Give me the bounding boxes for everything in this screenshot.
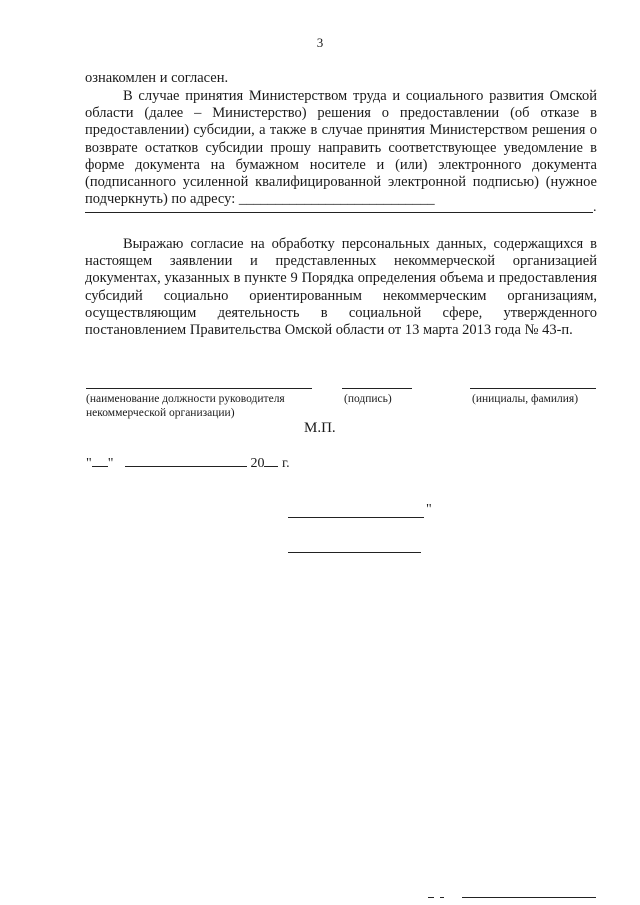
signature-line — [342, 388, 412, 389]
year-prefix: 20 — [250, 456, 265, 471]
signature-label: (подпись) — [344, 393, 392, 405]
footer-mark-2 — [440, 897, 444, 898]
position-label: (наименование должности руководителя некоммерческой организации) — [86, 393, 285, 419]
closing-quote: " — [426, 502, 432, 517]
closing-line-2 — [288, 552, 421, 553]
position-signature-line — [86, 388, 312, 389]
day-blank — [92, 454, 108, 467]
paragraph-notification-address: В случае принятия Министерством труда и социального развития Омской области (далее – Министерство) решения о предоставлении (об отказе в предоставлении) субсидии, а также в случае принятия Министерством решения о возврате остатков субсидии прошу направить соответствующее уведомление в форме документа на бумажном носителе и (или) электронного документа (подписанного усиленной квалифицированной электронной подписью) (нужное подчеркнуть) по адресу: ___________________________ — [85, 88, 597, 208]
name-signature-line — [470, 388, 596, 389]
footer-line — [462, 897, 596, 898]
page-number: 3 — [316, 35, 324, 50]
seal-label: М.П. — [304, 420, 336, 436]
address-blank-line — [85, 212, 593, 213]
footer-mark-1 — [428, 897, 434, 898]
paragraph-personal-data-consent: Выражаю согласие на обработку персональных данных, содержащихся в настоящем заявлении и представленных некоммерческой организацией документах, указанных в пункте 9 Порядка определения объема и предоставления субсидий социально ориентированным некоммерческим организациям, осуществляющим деятельность в социальной сфере, утвержденного постановлением Правительства Омской области от 13 марта 2013 года № 43-п. — [85, 236, 597, 339]
name-label: (инициалы, фамилия) — [472, 393, 579, 405]
date-open-quote: " — [86, 456, 92, 471]
date-close-quote: " — [107, 456, 114, 471]
closing-line-1 — [288, 517, 424, 518]
address-line-end: . — [593, 200, 597, 215]
paragraph-acknowledgement: ознакомлен и согласен. — [85, 70, 229, 86]
year-blank — [264, 454, 278, 467]
year-suffix: г. — [281, 456, 290, 471]
month-blank — [125, 454, 247, 467]
date-row — [86, 454, 290, 472]
